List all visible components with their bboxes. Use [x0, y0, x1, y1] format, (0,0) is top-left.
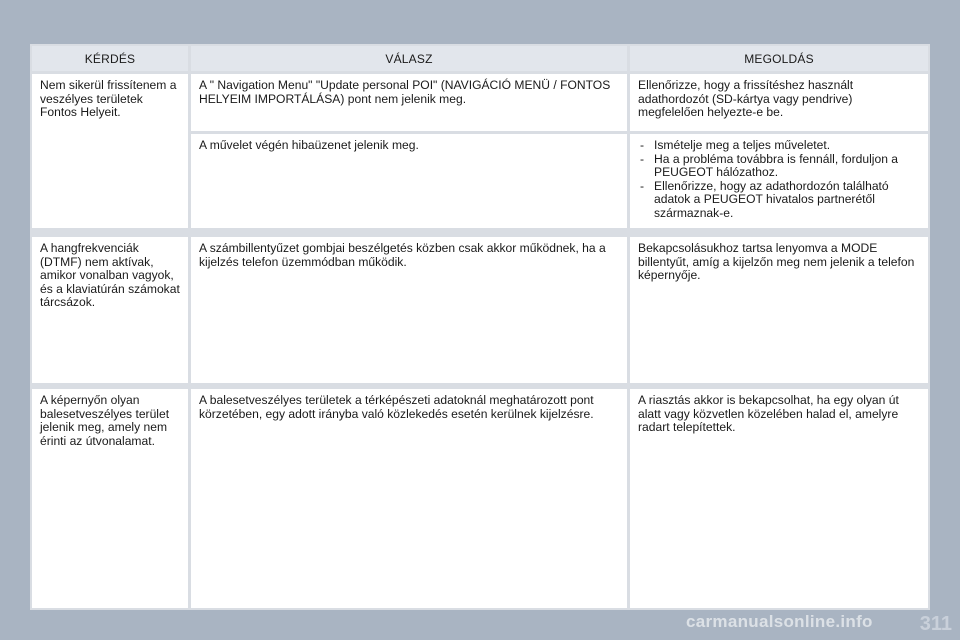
row1a-answer — [191, 74, 627, 131]
row2-solution-text: Bekapcsolásukhoz tartsa lenyomva a MODE billentyűt, amíg a kijelzőn meg nem jelenik a telefon képernyője. — [638, 241, 915, 283]
row2-question — [32, 237, 188, 383]
row3-question — [32, 389, 188, 608]
row3-answer — [191, 389, 627, 608]
list-item: - Ismételje meg a teljes műveletet. — [638, 139, 920, 153]
header-question: KÉRDÉS — [32, 46, 188, 71]
row1-question-text: Nem sikerül frissítenem a veszélyes területek Fontos Helyeit. — [40, 78, 177, 120]
row1-question — [32, 74, 188, 228]
row2-question-text: A hangfrekvenciák (DTMF) nem aktívak, amikor vonalban vagyok, és a klaviatúrán számokat tárcsázok. — [40, 241, 180, 310]
row2-answer — [191, 237, 627, 383]
watermark: carmanualsonline.info — [686, 612, 873, 631]
faq-table — [30, 44, 930, 610]
row3-solution-text: A riasztás akkor is bekapcsolhat, ha egy olyan út alatt vagy közvetlen közelében halad el, amelyre radart telepítettek. — [638, 393, 899, 435]
row1b-answer-text: A művelet végén hibaüzenet jelenik meg. — [199, 138, 419, 152]
row3-solution — [630, 389, 928, 608]
row1a-answer-text: A " Navigation Menu" "Update personal POI" (NAVIGÁCIÓ MENÜ / FONTOS HELYEIM IMPORTÁLÁSA) pont nem jelenik meg. — [199, 78, 611, 106]
header-solution: MEGOLDÁS — [630, 46, 928, 71]
row1b-answer — [191, 134, 627, 228]
row3-answer-text: A balesetveszélyes területek a térképészeti adatoknál meghatározott pont körzetében, egy adott irányba való közlekedés esetén kerülnek kijelzésre. — [199, 393, 594, 421]
row1b-solution — [630, 134, 928, 228]
list-item: - Ellenőrizze, hogy az adathordozón található adatok a PEUGEOT hivatalos partnerétől származnak-e. — [638, 180, 920, 221]
row2-solution — [630, 237, 928, 383]
row1a-solution-text: Ellenőrizze, hogy a frissítéshez használt adathordozót (SD-kártya vagy pendrive) megfelelően helyezte-e be. — [638, 78, 854, 120]
page-number: 311 — [919, 613, 952, 635]
row1b-solution-list — [638, 139, 920, 221]
row2-answer-text: A számbillentyűzet gombjai beszélgetés közben csak akkor működnek, ha a kijelzés telefon üzemmódban működik. — [199, 241, 606, 269]
list-item: - Ha a probléma továbbra is fennáll, forduljon a PEUGEOT hálózathoz. — [638, 153, 920, 180]
row3-question-text: A képernyőn olyan balesetveszélyes terület jelenik meg, amely nem érinti az útvonalamat. — [40, 393, 170, 448]
header-answer: VÁLASZ — [191, 46, 627, 71]
row1a-solution — [630, 74, 928, 131]
